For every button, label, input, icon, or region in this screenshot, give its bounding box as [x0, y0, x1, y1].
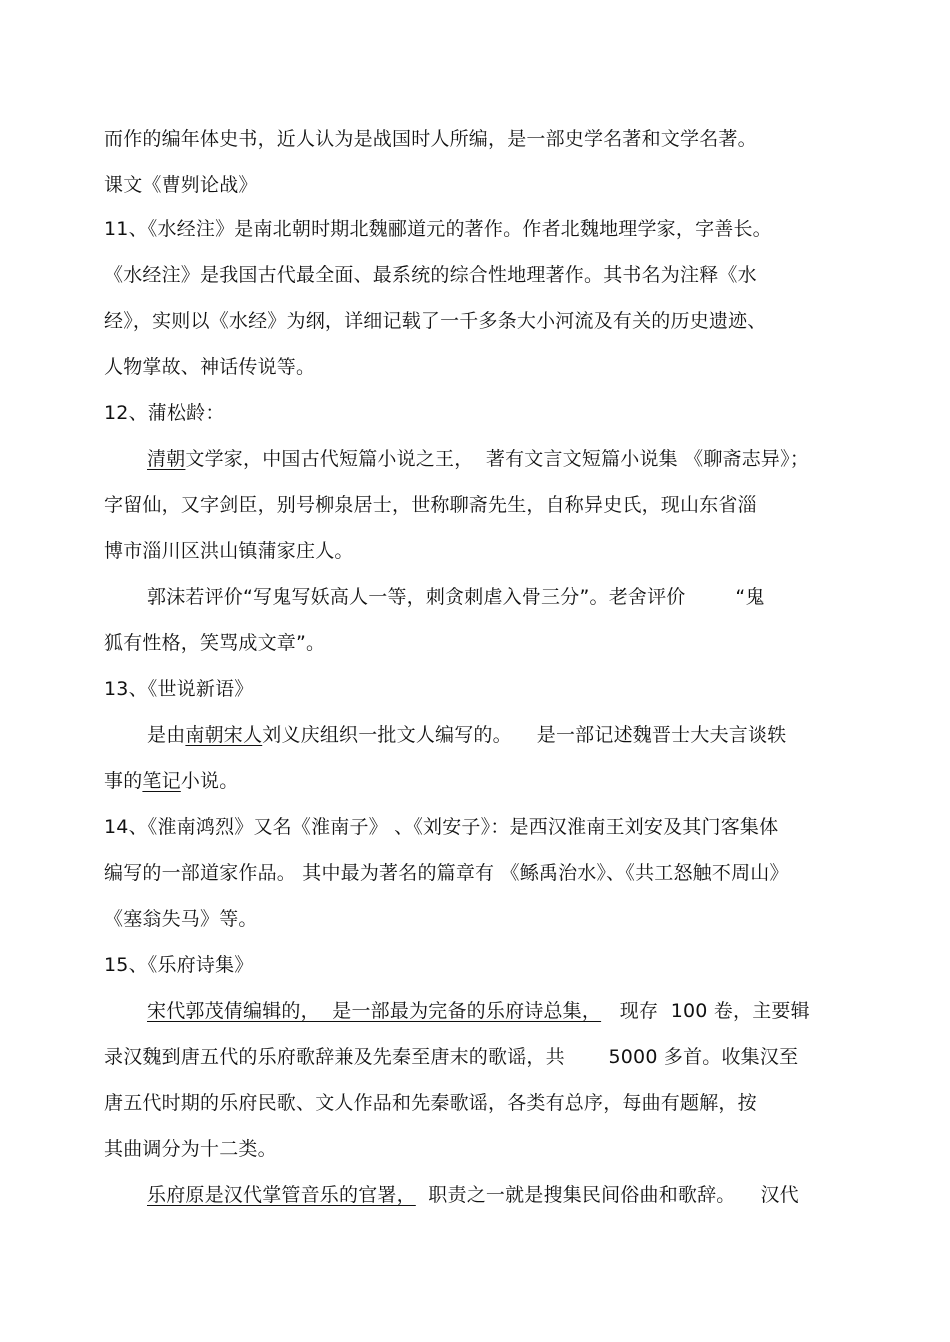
section-11-heading: 11、《水经注》是南北朝时期北魏郦道元的著作。作者北魏地理学家，字善长。 [104, 218, 772, 240]
text-run: 文学家，中国古代短篇小说之王， 著有文言文短篇小说集 《聊斋志异》； [185, 448, 810, 470]
text-line: 录汉魏到唐五代的乐府歌辞兼及先秦至唐末的歌谣，共 5000 多首。收集汉至 [104, 1046, 799, 1068]
text-run: 现存 100 卷，主要辑 [601, 1000, 810, 1022]
underlined-text: 清朝 [147, 448, 186, 470]
text-line: 人物掌故、神话传说等。 [104, 356, 316, 378]
text-line: 狐有性格，笑骂成文章”。 [104, 632, 326, 654]
text-line [147, 999, 810, 1023]
text-line: 唐五代时期的乐府民歌、文人作品和先秦歌谣，各类有总序，每曲有题解，按 [104, 1092, 757, 1114]
text-line: 课文《曹刿论战》 [104, 174, 258, 196]
underlined-text: 南朝宋人 [185, 724, 263, 746]
text-line: 《水经注》是我国古代最全面、最系统的综合性地理著作。其书名为注释《水 [104, 264, 757, 286]
text-line: 而作的编年体史书，近人认为是战国时人所编，是一部史学名著和文学名著。 [104, 128, 757, 150]
text-line: 字留仙，又字剑臣，别号柳泉居士，世称聊斋先生，自称异史氏，现山东省淄 [104, 494, 757, 516]
section-13-heading: 13、《世说新语》 [104, 678, 254, 700]
section-12-heading: 12、蒲松龄： [104, 402, 225, 424]
underlined-text: 笔记 [142, 770, 181, 792]
text-line: 博市淄川区洪山镇蒲家庄人。 [104, 540, 354, 562]
text-line [147, 1183, 799, 1207]
text-line [104, 769, 238, 793]
text-run: 刘义庆组织一批文人编写的。 是一部记述魏晋士大夫言谈轶 [262, 724, 787, 746]
text-run: 是由 [147, 724, 186, 746]
text-run: 职责之一就是搜集民间俗曲和歌辞。 汉代 [415, 1184, 799, 1206]
text-line: 经》，实则以《水经》为纲，详细记载了一千多条大小河流及有关的历史遗迹、 [104, 310, 767, 332]
underlined-text: 宋代郭茂倩编辑的， 是一部最为完备的乐府诗总集， [147, 1000, 602, 1022]
underlined-text: 乐府原是汉代掌管音乐的官署， [147, 1184, 416, 1206]
text-run: 小说。 [180, 770, 239, 792]
section-15-heading: 15、《乐府诗集》 [104, 954, 254, 976]
text-line: 《塞翁失马》等。 [104, 908, 258, 930]
text-line: 郭沫若评价“写鬼写妖高人一等，刺贪刺虐入骨三分”。老舍评价 “鬼 [147, 586, 765, 608]
section-14-heading: 14、《淮南鸿烈》又名《淮南子》 、《刘安子》：是西汉淮南王刘安及其门客集体 [104, 816, 779, 838]
text-line: 其曲调分为十二类。 [104, 1138, 277, 1160]
text-line [147, 447, 809, 471]
text-line: 编写的一部道家作品。 其中最为著名的篇章有 《鲧禹治水》、《共工怒触不周山》 [104, 862, 789, 884]
text-line [147, 723, 786, 747]
text-run: 事的 [104, 770, 143, 792]
